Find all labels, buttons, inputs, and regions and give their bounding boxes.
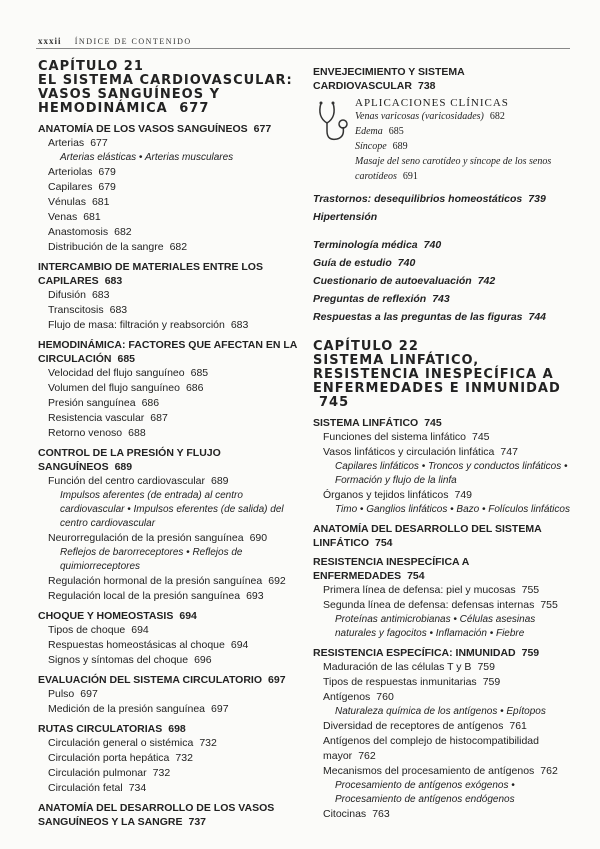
entry-page: 755 (521, 584, 540, 596)
toc-entry (38, 303, 300, 318)
entry-page: 740 (423, 239, 442, 251)
chapter-21-heading (38, 60, 300, 116)
entry-page: 747 (500, 446, 518, 458)
entry-label: Trastornos: desequilibrios homeostáticos (313, 193, 523, 205)
entry-page: 732 (199, 737, 217, 749)
header-rule (36, 48, 570, 49)
entry-label: Retorno venoso (48, 427, 123, 439)
entry-label: Hipertensión (313, 211, 378, 223)
entry-label: Antígenos del complejo de histocompatibilidad mayor (323, 735, 539, 762)
section-page: 689 (114, 461, 133, 473)
toc-entry (313, 445, 575, 460)
toc-entry (38, 165, 300, 180)
entry-page: 683 (230, 319, 249, 331)
toc-entry (38, 318, 300, 333)
entry-page: 679 (98, 181, 116, 193)
entry-label: Capilares (48, 181, 93, 193)
section-heading (313, 65, 575, 93)
extra-entry (313, 236, 575, 254)
subtopic-list: Procesamiento de antígenos exógenos • Procesamiento de antígenos endógenos (335, 780, 515, 805)
entry-label: Presión sanguínea (48, 397, 136, 409)
section-heading (313, 416, 575, 430)
toc-entry (38, 136, 300, 151)
applications-list (355, 109, 575, 184)
toc-entry (38, 638, 300, 653)
toc-entry (313, 764, 575, 779)
entry-page: 694 (230, 639, 249, 651)
entry-label: Tipos de respuestas inmunitarias (323, 676, 477, 688)
toc-entry (38, 288, 300, 303)
toc-entry (38, 531, 300, 546)
entry-label: Segunda línea de defensa: defensas internas (323, 599, 535, 611)
entry-page: 686 (185, 382, 204, 394)
section-title: ANATOMÍA DE LOS VASOS SANGUÍNEOS (38, 123, 248, 135)
entry-label: Circulación porta hepática (48, 752, 170, 764)
chapter-title: EL SISTEMA CARDIOVASCULAR: VASOS SANGUÍNEOS Y HEMODINÁMICA (38, 73, 293, 116)
entry-label: Circulación general o sistémica (48, 737, 194, 749)
entry-label: Velocidad del flujo sanguíneo (48, 367, 185, 379)
left-sections (38, 122, 300, 829)
toc-entry (313, 719, 575, 734)
section-heading (38, 609, 300, 623)
entry-page: 689 (392, 141, 408, 152)
section-title: CHOQUE Y HOMEOSTASIS (38, 610, 174, 622)
entry-label: Funciones del sistema linfático (323, 431, 466, 443)
section-page: 759 (521, 647, 540, 659)
stethoscope-icon (315, 99, 353, 145)
entry-page: 685 (388, 126, 404, 137)
entry-page: 761 (509, 720, 527, 732)
toc-entry (38, 426, 300, 441)
entry-label: Distribución de la sangre (48, 241, 164, 253)
entry-label: Primera línea de defensa: piel y mucosas (323, 584, 516, 596)
section-title: SISTEMA LINFÁTICO (313, 417, 419, 429)
entry-page: 759 (477, 661, 495, 673)
chapter-22-heading (313, 340, 575, 410)
entry-label: Órganos y tejidos linfáticos (323, 489, 449, 501)
entry-page: 688 (128, 427, 146, 439)
entry-label: Maduración de las células T y B (323, 661, 472, 673)
section-title: RUTAS CIRCULATORIAS (38, 723, 163, 735)
entry-label: Respuestas homeostásicas al choque (48, 639, 225, 651)
section-title: INTERCAMBIO DE MATERIALES ENTRE LOS CAPILARES (38, 261, 263, 287)
toc-entry (313, 807, 575, 822)
entry-page: 762 (358, 750, 376, 762)
entry-page: 734 (128, 782, 147, 794)
entry-label: Mecanismos del procesamiento de antígenos (323, 765, 535, 777)
entry-page: 677 (90, 137, 108, 149)
entry-page: 742 (477, 275, 496, 287)
section-page: 685 (117, 353, 136, 365)
chapter-page: 745 (319, 395, 350, 410)
section-page: 698 (168, 723, 186, 735)
entry-label: Síncope (355, 141, 387, 152)
extras-list-b (313, 236, 575, 326)
entry-label: Arteriolas (48, 166, 93, 178)
entry-page: 744 (528, 311, 547, 323)
toc-entry (38, 751, 300, 766)
entry-page: 696 (194, 654, 212, 666)
entry-page: 740 (397, 257, 416, 269)
toc-entry (38, 687, 300, 702)
running-head (38, 36, 192, 46)
toc-entry (313, 690, 575, 705)
toc-entry (38, 653, 300, 668)
subtopic-list: Timo • Ganglios linfáticos • Bazo • Folículos linfáticos (335, 504, 570, 515)
entry-label: Venas varicosas (varicosidades) (355, 111, 484, 122)
entry-label: Terminología médica (313, 239, 418, 251)
section-heading (38, 801, 300, 829)
subtopic-list: Naturaleza química de los antígenos • Epítopos (335, 706, 546, 717)
entry-label: Arterias (48, 137, 85, 149)
section-page: 745 (424, 417, 442, 429)
extra-entry (313, 290, 575, 308)
entry-label: Regulación local de la presión sanguínea (48, 590, 241, 602)
entry-page: 732 (152, 767, 171, 779)
entry-label: Difusión (48, 289, 86, 301)
section-heading (313, 522, 575, 550)
entry-label: Preguntas de reflexión (313, 293, 427, 305)
entry-label: Función del centro cardiovascular (48, 475, 205, 487)
chapter-title: SISTEMA LINFÁTICO, RESISTENCIA INESPECÍFICA A ENFERMEDADES E INMUNIDAD (313, 353, 561, 396)
entry-page: 682 (114, 226, 132, 238)
section-title: HEMODINÁMICA: FACTORES QUE AFECTAN EN LA CIRCULACIÓN (38, 339, 297, 365)
entry-page: 681 (83, 211, 101, 223)
section-heading (38, 260, 300, 288)
chapter-page: 677 (179, 101, 210, 116)
entry-page: 682 (489, 111, 505, 122)
entry-label: Pulso (48, 688, 75, 700)
entry-page: 763 (372, 808, 390, 820)
entry-label: Antígenos (323, 691, 371, 703)
toc-entry (313, 488, 575, 503)
entry-page: 691 (402, 171, 418, 182)
entry-page: 760 (376, 691, 394, 703)
toc-entry (38, 766, 300, 781)
entry-page: 762 (540, 765, 558, 777)
entry-label: Respuestas a las preguntas de las figuras (313, 311, 523, 323)
entry-label: Resistencia vascular (48, 412, 145, 424)
section-heading (38, 722, 300, 736)
section-page: 737 (188, 816, 207, 828)
section-heading (38, 446, 300, 474)
entry-label: Diversidad de receptores de antígenos (323, 720, 504, 732)
subtopic-list: Impulsos aferentes (de entrada) al centro cardiovascular • Impulsos eferentes (de salida) del centro cardiovascular (60, 490, 284, 529)
toc-entry (38, 781, 300, 796)
section-heading (38, 338, 300, 366)
extra-entry (313, 190, 575, 208)
subtopic-list: Proteínas antimicrobianas • Células asesinas naturales y fagocitos • Inflamación • Fiebre (335, 614, 536, 639)
entry-label: Cuestionario de autoevaluación (313, 275, 472, 287)
toc-entry (38, 240, 300, 255)
entry-page: 745 (472, 431, 490, 443)
section-page: 683 (104, 275, 123, 287)
toc-entry (38, 702, 300, 717)
subtopic-list: Capilares linfáticos • Troncos y conductos linfáticos • Formación y flujo de la linfa (335, 461, 568, 486)
entry-label: Venas (48, 211, 78, 223)
application-entry (355, 124, 575, 139)
entry-page: 697 (80, 688, 98, 700)
extra-entry (313, 254, 575, 272)
toc-entry (38, 474, 300, 489)
toc-entry (313, 675, 575, 690)
entry-label: Edema (355, 126, 383, 137)
entry-label: Volumen del flujo sanguíneo (48, 382, 180, 394)
section-title: CONTROL DE LA PRESIÓN Y FLUJO SANGUÍNEOS (38, 447, 221, 473)
entry-page: 732 (175, 752, 193, 764)
entry-page: 682 (169, 241, 188, 253)
entry-label: Signos y síntomas del choque (48, 654, 189, 666)
entry-page: 739 (528, 193, 546, 205)
entry-page: 743 (432, 293, 450, 305)
toc-entry (38, 195, 300, 210)
toc-entry (38, 396, 300, 411)
entry-page: 686 (141, 397, 160, 409)
entry-page: 690 (249, 532, 268, 544)
section-title: ANATOMÍA DEL DESARROLLO DEL SISTEMA LINFÁTICO (313, 523, 542, 549)
entry-page: 749 (454, 489, 473, 501)
entry-page: 687 (150, 412, 168, 424)
toc-entry (313, 598, 575, 613)
section-page: 697 (268, 674, 286, 686)
entry-page: 689 (211, 475, 229, 487)
toc-entry (313, 430, 575, 445)
section-title: RESISTENCIA INESPECÍFICA A ENFERMEDADES (313, 556, 469, 582)
applications-title: APLICACIONES CLÍNICAS (355, 97, 509, 109)
entry-page: 755 (540, 599, 558, 611)
entry-label: Citocinas (323, 808, 367, 820)
entry-page: 759 (482, 676, 501, 688)
toc-entry (38, 411, 300, 426)
section-page: 754 (375, 537, 393, 549)
entry-page: 683 (91, 289, 110, 301)
entry-label: Regulación hormonal de la presión sanguínea (48, 575, 263, 587)
entry-label: Masaje del seno carotídeo y síncope de los senos carotídeos (355, 156, 552, 182)
section-page: 677 (253, 123, 272, 135)
right-column (313, 60, 575, 822)
toc-entry (313, 660, 575, 675)
extra-entry (313, 272, 575, 290)
toc-entry (38, 381, 300, 396)
entry-page: 697 (211, 703, 229, 715)
toc-entry (38, 225, 300, 240)
entry-page: 692 (268, 575, 286, 587)
application-entry (355, 109, 575, 124)
right-sections (313, 416, 575, 822)
toc-entry (38, 366, 300, 381)
section-title: ANATOMÍA DEL DESARROLLO DE LOS VASOS SANGUÍNEOS Y LA SANGRE (38, 802, 275, 828)
subtopic-list: Reflejos de barorreceptores • Reflejos de quimiorreceptores (60, 547, 243, 572)
section-page: 738 (417, 80, 436, 92)
left-column (38, 60, 300, 829)
section-heading (38, 122, 300, 136)
entry-page: 679 (98, 166, 116, 178)
entry-label: Vénulas (48, 196, 86, 208)
chapter-label: CAPÍTULO 22 (313, 339, 419, 354)
clinical-applications-box (313, 97, 575, 184)
running-head-title: ÍNDICE DE CONTENIDO (74, 37, 192, 46)
extra-entry (313, 208, 575, 226)
chapter-label: CAPÍTULO 21 (38, 59, 144, 74)
entry-page: 693 (246, 590, 264, 602)
section-title: EVALUACIÓN DEL SISTEMA CIRCULATORIO (38, 674, 263, 686)
entry-label: Guía de estudio (313, 257, 392, 269)
page-number: xxxii (38, 36, 62, 46)
entry-label: Circulación fetal (48, 782, 123, 794)
application-entry (355, 154, 575, 184)
toc-entry (38, 574, 300, 589)
entry-page: 685 (190, 367, 209, 379)
entry-label: Anastomosis (48, 226, 109, 238)
toc-entry (38, 623, 300, 638)
section-heading (313, 555, 575, 583)
entry-label: Neurorregulación de la presión sanguínea (48, 532, 244, 544)
extras-list-a (313, 190, 575, 226)
section-title: RESISTENCIA ESPECÍFICA: INMUNIDAD (313, 647, 516, 659)
entry-page: 694 (131, 624, 149, 636)
section-page: 694 (179, 610, 197, 622)
toc-entry (313, 734, 575, 764)
toc-entry (38, 736, 300, 751)
section-page: 754 (407, 570, 425, 582)
entry-label: Flujo de masa: filtración y reabsorción (48, 319, 225, 331)
entry-label: Medición de la presión sanguínea (48, 703, 206, 715)
section-heading (313, 646, 575, 660)
toc-entry (38, 210, 300, 225)
section-title: ENVEJECIMIENTO Y SISTEMA CARDIOVASCULAR (313, 66, 465, 92)
section-heading (38, 673, 300, 687)
entry-label: Vasos linfáticos y circulación linfática (323, 446, 495, 458)
entry-page: 681 (91, 196, 110, 208)
toc-entry (313, 583, 575, 598)
application-entry (355, 139, 575, 154)
entry-label: Circulación pulmonar (48, 767, 147, 779)
toc-entry (38, 180, 300, 195)
entry-label: Transcitosis (48, 304, 104, 316)
extra-entry (313, 308, 575, 326)
entry-page: 683 (109, 304, 128, 316)
subtopic-list: Arterias elásticas • Arterias musculares (60, 152, 234, 163)
entry-label: Tipos de choque (48, 624, 126, 636)
toc-entry (38, 589, 300, 604)
